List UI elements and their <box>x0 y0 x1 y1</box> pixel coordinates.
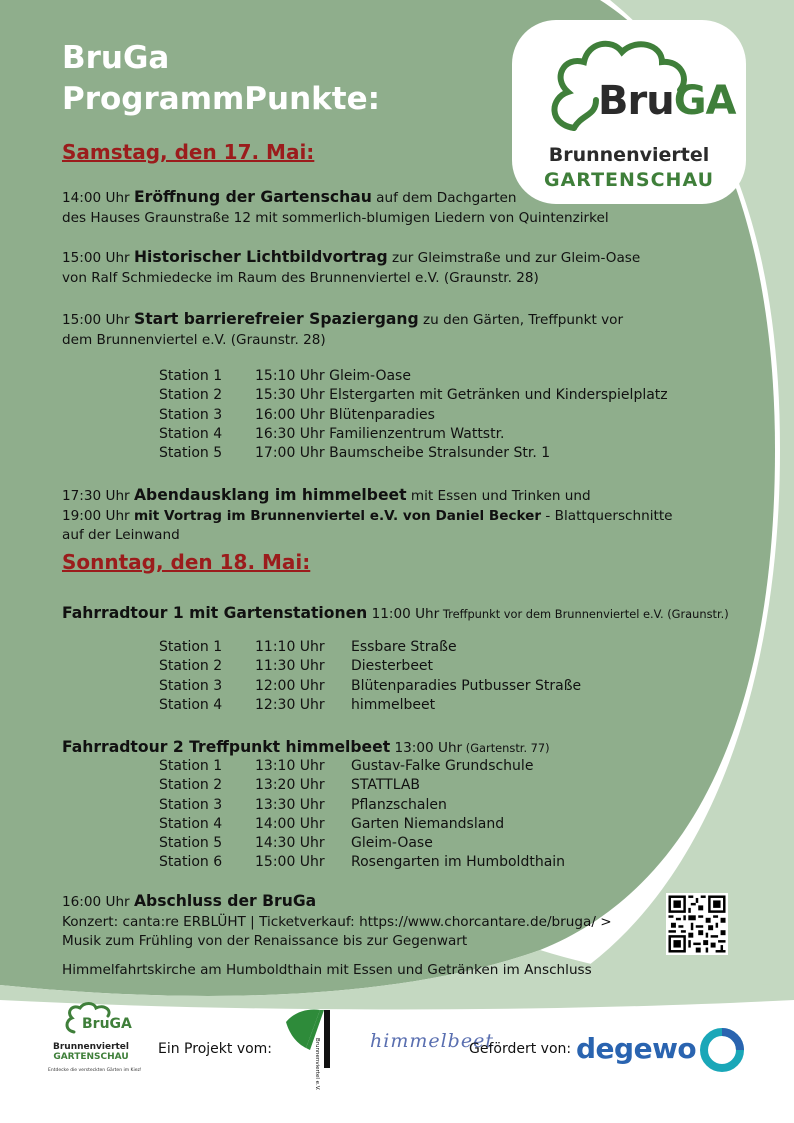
station-text: 15:30 Uhr Elstergarten mit Getränken und Kinderspielplatz <box>255 387 668 404</box>
event-time-2: 19:00 Uhr <box>62 507 130 524</box>
verein-mark-text: Brunnenviertel e.V. <box>314 1038 320 1091</box>
event-text-2: - Blattquerschnitte <box>541 507 673 524</box>
title-line-1: BruGa <box>62 40 170 76</box>
station-label: Station 4 <box>159 815 223 832</box>
station-row <box>159 657 581 676</box>
concert-subtitle: Musik zum Frühling von der Renaissance bis zur Gegenwart <box>62 933 468 949</box>
logo-word-bru: Bru <box>598 78 674 124</box>
tour-time: 11:00 Uhr <box>367 606 440 622</box>
station-time: 11:10 Uhr <box>255 639 325 655</box>
tour-2-heading <box>62 738 762 759</box>
station-label: Station 3 <box>159 796 223 813</box>
station-row <box>159 757 565 776</box>
event-time: 15:00 Uhr <box>62 312 130 328</box>
event-text: auf dem Dachgarten <box>371 190 517 206</box>
station-row <box>159 853 565 872</box>
qr-code-icon <box>666 893 728 955</box>
venue-info: Himmelfahrtskirche am Humboldthain mit Essen und Getränken im Anschluss <box>62 961 592 978</box>
station-time: 13:30 Uhr <box>255 796 325 813</box>
sunday-heading: Sonntag, den 18. Mai: <box>62 550 311 574</box>
event-lichtbildvortrag <box>62 248 702 288</box>
station-label: Station 6 <box>159 854 223 871</box>
tour-note: (Gartenstr. 77) <box>462 741 550 755</box>
station-row <box>159 796 565 815</box>
station-time: 12:30 Uhr <box>255 696 325 713</box>
station-label: Station 2 <box>159 777 223 794</box>
station-label: Station 5 <box>159 445 223 462</box>
station-time: 11:30 Uhr <box>255 658 325 675</box>
event-time: 14:00 Uhr <box>62 190 130 206</box>
concert-info: Konzert: canta:re ERBLÜHT | Ticketverkauf: https://www.chorcantare.de/bruga/ > <box>62 913 612 930</box>
station-label: Station 4 <box>159 696 223 713</box>
event-abendausklang <box>62 486 712 546</box>
event-opening <box>62 188 702 228</box>
station-time: 12:00 Uhr <box>255 677 325 694</box>
small-logo-line-1: Brunnenviertel <box>52 1042 130 1052</box>
logo-line-2: GARTENSCHAU <box>544 169 714 191</box>
event-time: 17:30 Uhr <box>62 488 130 504</box>
station-label: Station 5 <box>159 835 223 852</box>
station-label: Station 2 <box>159 387 223 404</box>
title-line-2: ProgrammPunkte: <box>62 81 381 117</box>
station-text: 16:30 Uhr Familienzentrum Wattstr. <box>255 425 505 442</box>
project-label: Ein Projekt vom: <box>158 1041 273 1057</box>
event-title: Historischer Lichtbildvortrag <box>133 248 388 266</box>
station-label: Station 3 <box>159 677 223 694</box>
station-label: Station 3 <box>159 406 223 423</box>
logo-word-ga: GA <box>673 78 736 124</box>
station-row <box>159 638 581 657</box>
station-label: Station 2 <box>159 658 223 675</box>
event-text: zu den Gärten, Treffpunkt vor <box>418 312 624 328</box>
himmelbeet-logo: himmelbeet <box>370 1030 494 1052</box>
saturday-heading: Samstag, den 17. Mai: <box>62 140 315 164</box>
station-place: Essbare Straße <box>351 639 457 655</box>
station-time: 14:00 Uhr <box>255 815 325 832</box>
station-place: Pflanzschalen <box>351 796 447 813</box>
station-row <box>159 386 668 405</box>
station-time: 13:20 Uhr <box>255 777 325 794</box>
event-time: 15:00 Uhr <box>62 250 130 266</box>
station-place: Rosengarten im Humboldthain <box>351 854 566 871</box>
station-place: STATTLAB <box>351 777 421 794</box>
event-title: Abschluss der BruGa <box>133 892 317 910</box>
footer-bruga-logo <box>48 1002 142 1073</box>
event-title-2: mit Vortrag im Brunnenviertel e.V. von Daniel Becker <box>133 507 542 524</box>
tour-2-stations <box>159 757 565 873</box>
event-title: Start barrierefreier Spaziergang <box>133 310 419 328</box>
event-abschluss <box>62 892 662 980</box>
station-place: himmelbeet <box>351 696 436 713</box>
funded-label: Gefördert von: <box>469 1041 572 1057</box>
logo-line-1: Brunnenviertel <box>548 144 710 166</box>
event-title: Abendausklang im himmelbeet <box>133 486 407 504</box>
station-row <box>159 696 581 715</box>
small-logo-word: BruGA <box>82 1016 132 1032</box>
station-row <box>159 406 668 425</box>
station-text: 15:10 Uhr Gleim-Oase <box>255 368 411 384</box>
brunnenviertel-ev-logo <box>284 1008 348 1091</box>
station-row <box>159 425 668 444</box>
bruga-logo <box>512 20 746 204</box>
small-logo-tagline: Entdecke die versteckten Gärten im Kiez! <box>48 1068 142 1073</box>
station-text: 16:00 Uhr Blütenparadies <box>255 406 435 423</box>
station-text: 17:00 Uhr Baumscheibe Stralsunder Str. 1 <box>255 445 551 462</box>
tour-title: Fahrradtour 1 mit Gartenstationen <box>62 604 368 622</box>
small-logo-line-2: GARTENSCHAU <box>53 1052 129 1062</box>
station-label: Station 4 <box>159 425 223 442</box>
station-row <box>159 677 581 696</box>
station-time: 13:10 Uhr <box>255 758 325 774</box>
station-row <box>159 776 565 795</box>
event-title: Eröffnung der Gartenschau <box>133 188 372 206</box>
station-label: Station 1 <box>159 758 223 774</box>
event-text-line-2: des Hauses Graunstraße 12 mit sommerlich-blumigen Liedern von Quintenzirkel <box>62 209 609 226</box>
station-time: 15:00 Uhr <box>255 854 325 871</box>
event-text-line-2: dem Brunnenviertel e.V. (Graunstr. 28) <box>62 331 326 348</box>
station-label: Station 1 <box>159 368 223 384</box>
page-title <box>62 38 380 120</box>
event-text-line-3: auf der Leinwand <box>62 527 180 543</box>
station-place: Blütenparadies Putbusser Straße <box>351 677 582 694</box>
event-time: 16:00 Uhr <box>62 894 130 910</box>
qr-code[interactable] <box>666 893 728 955</box>
saturday-stations <box>159 367 668 463</box>
station-row <box>159 444 668 463</box>
degewo-swirl-icon <box>698 1026 746 1074</box>
station-row <box>159 367 668 386</box>
tour-note: Treffpunkt vor dem Brunnenviertel e.V. (Graunstr.) <box>439 607 729 621</box>
tour-1-heading <box>62 604 762 625</box>
degewo-logo: degewo <box>576 1032 697 1065</box>
station-row <box>159 815 565 834</box>
tour-title: Fahrradtour 2 Treffpunkt himmelbeet <box>62 738 391 756</box>
event-spaziergang <box>62 310 702 350</box>
station-place: Gustav-Falke Grundschule <box>351 758 534 774</box>
event-text: zur Gleimstraße und zur Gleim-Oase <box>387 250 641 266</box>
logo-wordmark <box>598 78 736 124</box>
station-row <box>159 834 565 853</box>
event-text-line-2: von Ralf Schmiedecke im Raum des Brunnenviertel e.V. (Graunstr. 28) <box>62 269 539 286</box>
tour-1-stations <box>159 638 581 715</box>
tour-time: 13:00 Uhr <box>390 740 463 756</box>
event-text: mit Essen und Trinken und <box>406 488 591 504</box>
station-time: 14:30 Uhr <box>255 835 325 852</box>
station-label: Station 1 <box>159 639 223 655</box>
station-place: Diesterbeet <box>351 658 434 675</box>
station-place: Gleim-Oase <box>351 835 433 852</box>
station-place: Garten Niemandsland <box>351 815 505 832</box>
